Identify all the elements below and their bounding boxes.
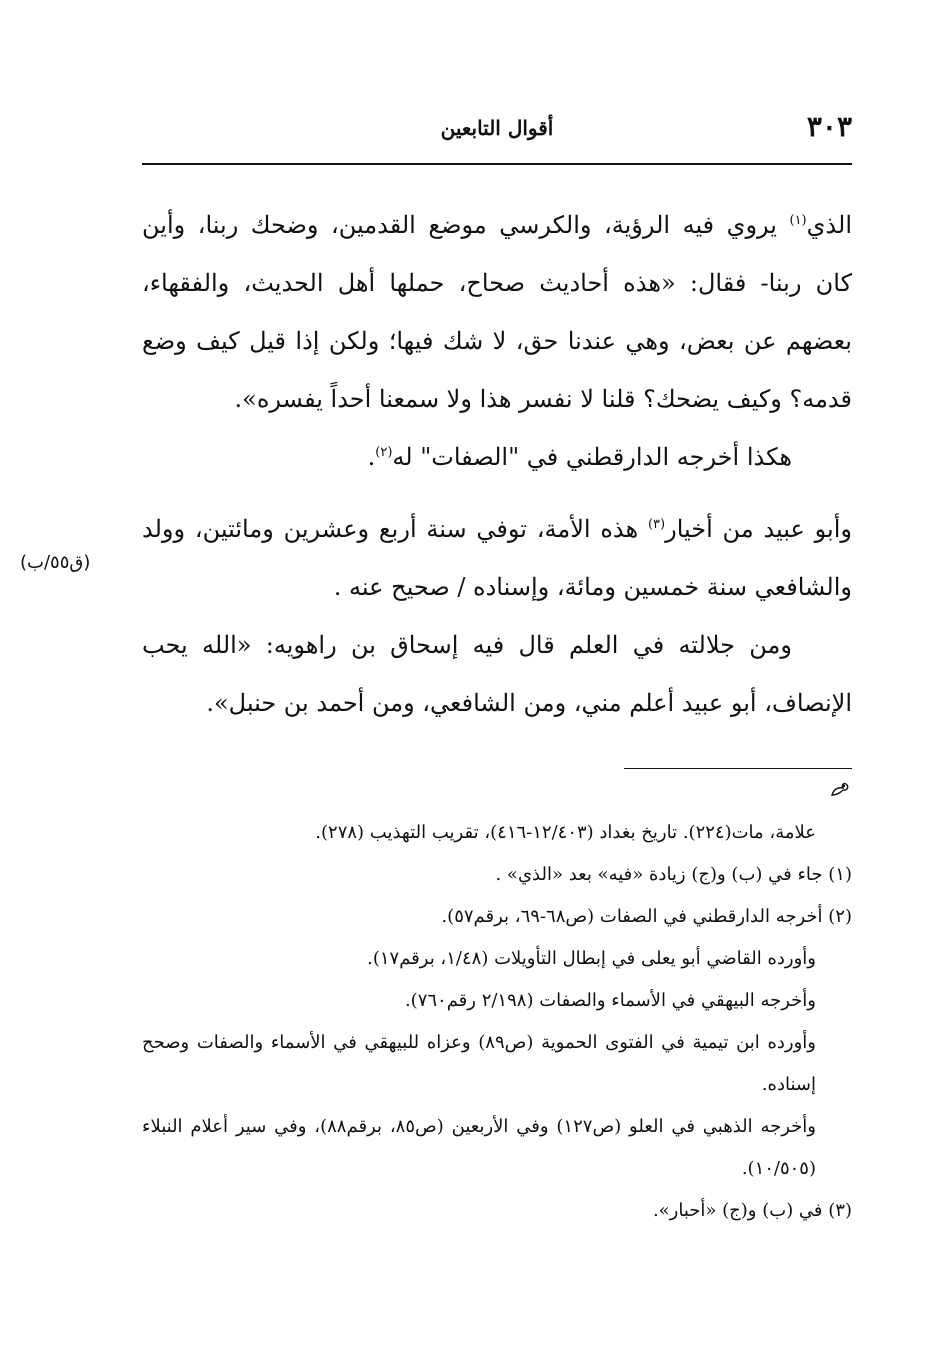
footnote-2-line-d: وأخرجه الذهبي في العلو (ص١٢٧) وفي الأربعين (ص٨٥، برقم٨٨)، وفي سير أعلام النبلاء (١٠/٥٠٥). <box>142 1116 817 1179</box>
footnote-rule <box>624 768 852 769</box>
paragraph-4: ومن جلالته في العلم قال فيه إسحاق بن راهويه: «الله يحب الإنصاف، أبو عبيد أعلم مني، ومن الشافعي، ومن أحمد بن حنبل». <box>142 631 852 717</box>
paragraph-2-text-b: . <box>367 443 376 471</box>
paragraph-2-text-a: هكذا أخرجه الدارقطني في "الصفات" له <box>392 443 792 471</box>
margin-note: (ق٥٥/ب) <box>20 552 91 573</box>
paragraph-2 <box>142 428 852 486</box>
footnote-ref-1: (١) <box>789 213 807 228</box>
footnote-ref-2: (٢) <box>375 445 393 460</box>
header-rule <box>142 163 852 165</box>
footnote-1: (١) جاء في (ب) و(ج) زيادة «فيه» بعد «الذي» . <box>495 864 852 885</box>
footnote-ref-3: (٣) <box>647 517 666 532</box>
paragraph-3-text-a: وأبو عبيد من أخيار <box>665 515 852 543</box>
running-title: أقوال التابعين <box>440 116 554 140</box>
flower-ornament-icon <box>828 779 850 801</box>
main-text <box>142 196 852 732</box>
paragraph-1-text-b: يروي فيه الرؤية، والكرسي موضع القدمين، وضحك ربنا، وأين كان ربنا- فقال: «هذه أحاديث صحاح، حملها أهل الحديث، والفقهاء، بعضهم عن بعض، وهي عندنا حق، لا شك فيها؛ ولكن إذا قيل كيف وضع قدمه؟ وكيف يضحك؟ قلنا لا نفسر هذا ولا سمعنا أحداً يفسره». <box>142 211 852 413</box>
footnote-2: (٢) أخرجه الدارقطني في الصفات (ص٦٨-٦٩، برقم٥٧). <box>441 906 852 927</box>
footnote-2-line-c: وأورده ابن تيمية في الفتوى الحموية (ص٨٩) وعزاه للبيهقي في الأسماء والصفات وصحح إسناده. <box>142 1032 816 1095</box>
footnote-2-line-b: وأخرجه البيهقي في الأسماء والصفات (٢/١٩٨ رقم٧٦٠). <box>404 990 816 1011</box>
page-number: ٣٠٣ <box>806 110 852 143</box>
footnotes <box>142 812 852 1232</box>
paragraph-1-text-a: الذي <box>806 211 852 239</box>
paragraph-3 <box>142 500 852 616</box>
page-header <box>142 110 852 150</box>
footnote-continuation: علامة، مات(٢٢٤). تاريخ بغداد (١٢/٤٠٣-٤١٦)، تقريب التهذيب (٢٧٨). <box>315 822 816 843</box>
paragraph-3-text-b: هذه الأمة، توفي سنة أربع وعشرين ومائتين، وولد والشافعي سنة خمسين ومائة، وإسناده / صحيح عنه . <box>142 515 852 601</box>
footnote-3: (٣) في (ب) و(ج) «أحبار». <box>652 1200 852 1221</box>
paragraph-1 <box>142 196 852 428</box>
footnote-2-line-a: وأورده القاضي أبو يعلى في إبطال التأويلات (١/٤٨، برقم١٧). <box>367 948 816 969</box>
